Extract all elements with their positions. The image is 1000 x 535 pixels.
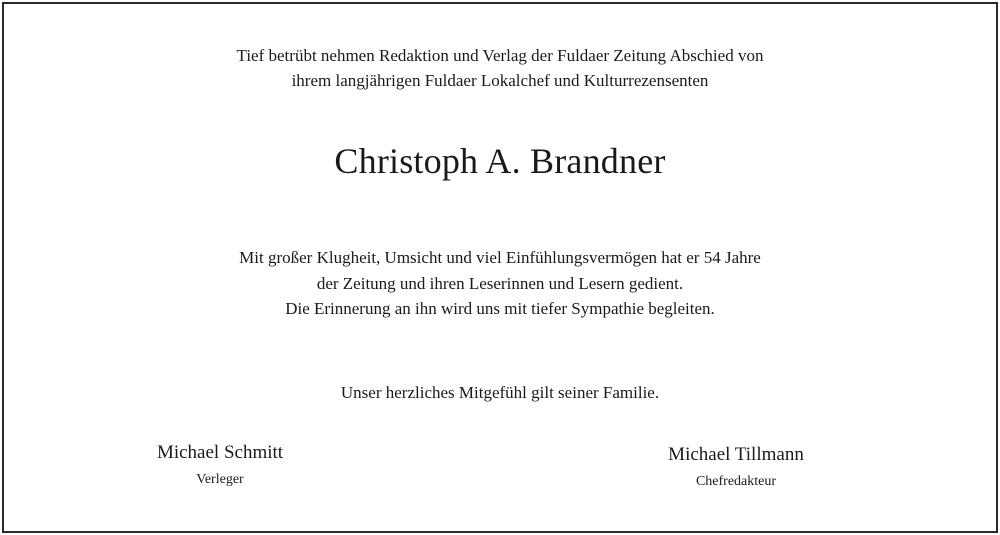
tribute-line-1: Mit großer Klugheit, Umsicht und viel Einfühlungsvermögen hat er 54 Jahre: [239, 248, 761, 267]
intro-line-1: Tief betrübt nehmen Redaktion und Verlag der Fuldaer Zeitung Abschied von: [236, 46, 764, 65]
tribute-line-2: der Zeitung und ihren Leserinnen und Lesern gedient.: [316, 274, 684, 293]
deceased-name: Christoph A. Brandner: [334, 141, 666, 181]
intro-line-2: ihrem langjährigen Fuldaer Lokalchef und Kulturrezensenten: [291, 71, 709, 90]
signatory-name-publisher: Michael Schmitt: [156, 442, 284, 463]
signatory-role-editor: Chefredakteur: [695, 474, 777, 489]
signatory-role-publisher: Verleger: [196, 472, 244, 487]
condolence-text: Unser herzliches Mitgefühl gilt seiner Familie.: [340, 383, 660, 402]
tribute-line-3: Die Erinnerung an ihn wird uns mit tiefer Sympathie begleiten.: [285, 299, 715, 318]
signatory-name-editor: Michael Tillmann: [668, 444, 804, 465]
